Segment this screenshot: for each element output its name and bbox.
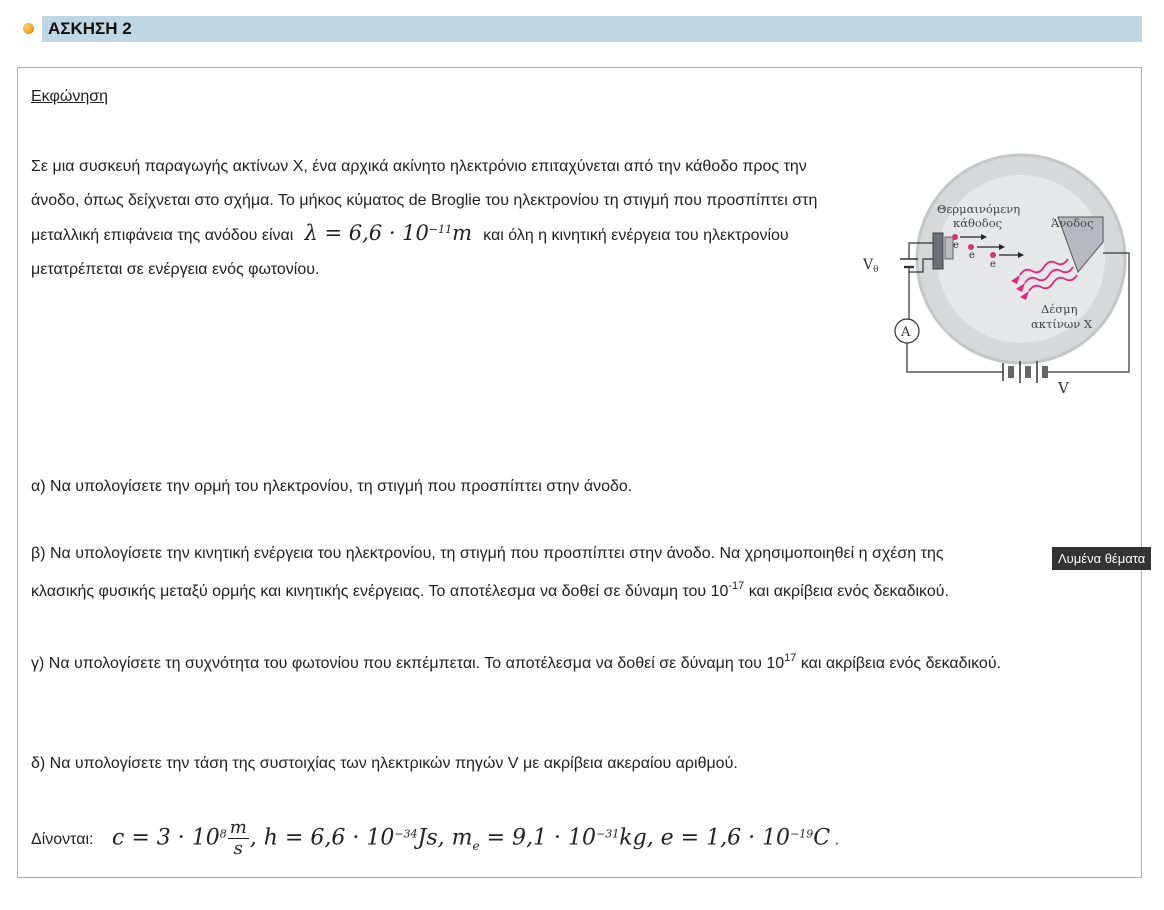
- solved-topics-tooltip[interactable]: Λυμένα θέματα: [1052, 547, 1151, 570]
- svg-text:e: e: [953, 240, 959, 251]
- svg-text:Δέσμη: Δέσμη: [1041, 302, 1078, 316]
- svg-text:ακτίνων Χ: ακτίνων Χ: [1031, 317, 1093, 331]
- statement-heading: Εκφώνηση: [31, 88, 109, 105]
- svg-text:A: A: [901, 325, 911, 340]
- bullet-icon: [23, 23, 34, 34]
- question-d: δ) Να υπολογίσετε την τάση της συστοιχίας των ηλεκτρικών πηγών V με ακρίβεια ακεραίου αριθμού.: [31, 755, 738, 772]
- given-constants-formula: $c = 3 \cdot 10^8$ $\frac{m}{s}$ , $h = 6,6 \cdot 10^{-34}Js$, $m_e = 9,1 \cdot 10^{-31}kg$, $e = 1,6 \cdot 10^{-19}C$ .: [112, 817, 840, 859]
- exercise-title: ΑΣΚΗΣΗ 2: [48, 19, 132, 38]
- cathode-icon: [933, 233, 943, 269]
- statement-text: [31, 150, 856, 286]
- lambda-formula: $\lambda = 6,6 \cdot 10^{-11}m$: [304, 221, 473, 245]
- svg-text:Vθ: $V_\theta$: [863, 257, 879, 275]
- question-b-line1: β) Να υπολογίσετε την κινητική ενέργεια του ηλεκτρονίου, τη στιγμή που προσπίπτει στην άνοδο. Να χρησιμοποιηθεί η σχέση της: [31, 545, 944, 562]
- question-c: γ) Να υπολογίσετε τη συχνότητα του φωτονίου που εκπέμπεται. Το αποτέλεσμα να δοθεί σε δύναμη του $10^{17}$ και ακρίβεια ενός δεκαδικού.: [31, 652, 1002, 672]
- svg-text:Θερμαινόμενη: Θερμαινόμενη: [937, 202, 1021, 216]
- svg-text:Άνοδος: Άνοδος: [1051, 216, 1094, 230]
- svg-text:e: e: [969, 250, 975, 261]
- question-a: α) Να υπολογίσετε την ορμή του ηλεκτρονίου, τη στιγμή που προσπίπτει στην άνοδο.: [31, 478, 633, 495]
- svg-text:κάθοδος: κάθοδος: [953, 216, 1003, 230]
- svg-text:e: e: [990, 259, 996, 270]
- exercise-header-bar: [42, 16, 1142, 42]
- given-label: Δίνονται:: [31, 831, 94, 848]
- statement-text-2: και όλη η κινητική ενέργεια του ηλεκτρονίου μετατρέπεται σε ενέργεια ενός φωτονίου.: [31, 227, 789, 278]
- svg-text:V: V: [1058, 379, 1069, 395]
- xray-tube-figure: [863, 147, 1131, 395]
- question-b-line2: κλασικής φυσικής μεταξύ ορμής και κινητικής ενέργειας. Το αποτέλεσμα να δοθεί σε δύναμη του $10^{-17}$ και ακρίβεια ενός δεκαδικού.: [31, 580, 949, 600]
- statement-text-1: Σε μια συσκευή παραγωγής ακτίνων Χ, ένα αρχικά ακίνητο ηλεκτρόνιο επιταχύνεται από την κάθοδο προς την άνοδο, όπως δείχνεται στο σχήμα. Το μήκος κύματος de Broglie του ηλεκτρονίου τη στιγμή που προσπίπτει στη μεταλλική επιφάνεια της ανόδου είναι: [31, 158, 818, 244]
